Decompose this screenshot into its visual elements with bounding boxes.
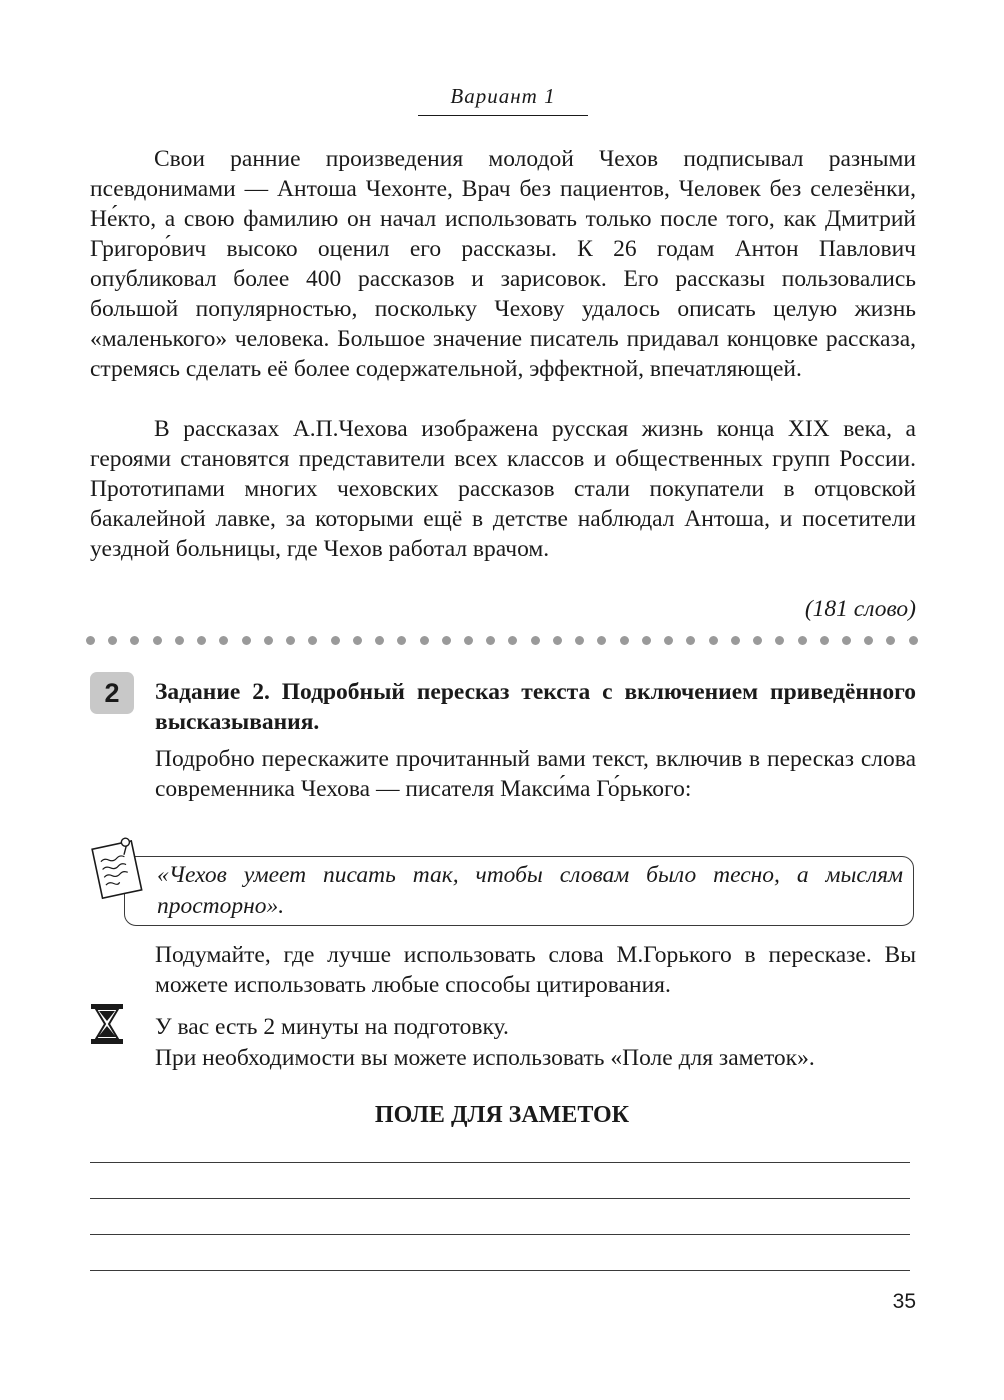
timer-line-2: При необходимости вы можете использовать «Поле для заметок». [155,1045,815,1071]
variant-header: Вариант 1 [450,84,556,108]
separator-dot [864,636,873,645]
separator-dot [620,636,629,645]
separator-dot [464,636,473,645]
note-line[interactable] [90,1198,910,1199]
separator-dot [553,636,562,645]
text-paragraph-1 [90,144,916,384]
separator-dot [753,636,762,645]
separator-dot [242,636,251,645]
task-title: Задание 2. Подробный пересказ текста с включением приведённого высказывания. [155,679,916,735]
separator-dot [575,636,584,645]
separator-dot [353,636,362,645]
note-paper-icon [88,830,150,900]
separator-dot [286,636,295,645]
paragraph-2-text: В рассказах А.П.Чехова изображена русская жизнь конца XIX века, а героями становятся представители всех классов и общественных групп России. Прототипами многих чеховских рассказов стали покупатели в отцовской бакалейной лавке, за которыми ещё в детстве наблюдал Антоша, и посетители уездной больницы, где Чехов работал врачом. [90,416,916,562]
note-line[interactable] [90,1234,910,1235]
separator-dot [820,636,829,645]
gorky-quote: «Чехов умеет писать так, чтобы словам было тесно, а мыслям просторно». [157,862,903,919]
separator-dot [197,636,206,645]
separator-dot [308,636,317,645]
separator-dot [420,636,429,645]
separator-dot [886,636,895,645]
timer-line-1: У вас есть 2 минуты на подготовку. [155,1014,509,1040]
separator-dot [86,636,95,645]
word-count: (181 слово) [804,596,916,622]
separator-dot [909,636,918,645]
paragraph-1-text: Свои ранние произведения молодой Чехов подписывал разными псевдонимами — Антоша Чехонте, Врач без пациентов, Человек без селезёнки, Не́кто, а свою фамилию он начал использовать только после того, как Дмитрий Григоро́вич высоко оценил его рассказы. К 26 годам Антон Павлович опубликовал более 400 рассказов и зарисовок. Его рассказы пользовались большой популярностью, поскольку Чехову удалось описать целую жизнь «маленького» человека. Большое значение писатель придавал концовке рассказа, стремясь сделать её более содержательной, эффектной, впечатляющей. [90,146,916,382]
timer-note [155,1012,916,1074]
separator-dot [798,636,807,645]
page-number: 35 [892,1290,916,1313]
separator-dot [264,636,273,645]
note-line[interactable] [90,1270,910,1271]
notes-field[interactable] [90,1162,910,1306]
separator-dot [508,636,517,645]
separator-dot [664,636,673,645]
separator-dot [486,636,495,645]
separator-dot [397,636,406,645]
separator-dot [842,636,851,645]
separator-dot [642,636,651,645]
task-hint: Подумайте, где лучше использовать слова М.Горького в пересказе. Вы можете использовать любые способы цитирования. [155,942,916,998]
separator-dot [331,636,340,645]
separator-dot [108,636,117,645]
separator-dot [709,636,718,645]
separator-dot [686,636,695,645]
separator-dot [153,636,162,645]
separator-dot [597,636,606,645]
text-paragraph-2 [90,414,916,564]
separator-dot [130,636,139,645]
separator-dot [219,636,228,645]
dotted-separator [86,636,918,645]
separator-dot [442,636,451,645]
separator-dot [175,636,184,645]
separator-dot [775,636,784,645]
hourglass-icon [88,1002,126,1046]
notes-title: ПОЛЕ ДЛЯ ЗАМЕТОК [374,1102,630,1128]
task-number-badge: 2 [90,672,134,714]
header-underline [418,115,588,116]
separator-dot [531,636,540,645]
separator-dot [375,636,384,645]
task-instruction: Подробно перескажите прочитанный вами текст, включив в пересказ слова современника Чехова — писателя Макси́ма Го́рького: [155,746,916,802]
note-line[interactable] [90,1162,910,1163]
separator-dot [731,636,740,645]
